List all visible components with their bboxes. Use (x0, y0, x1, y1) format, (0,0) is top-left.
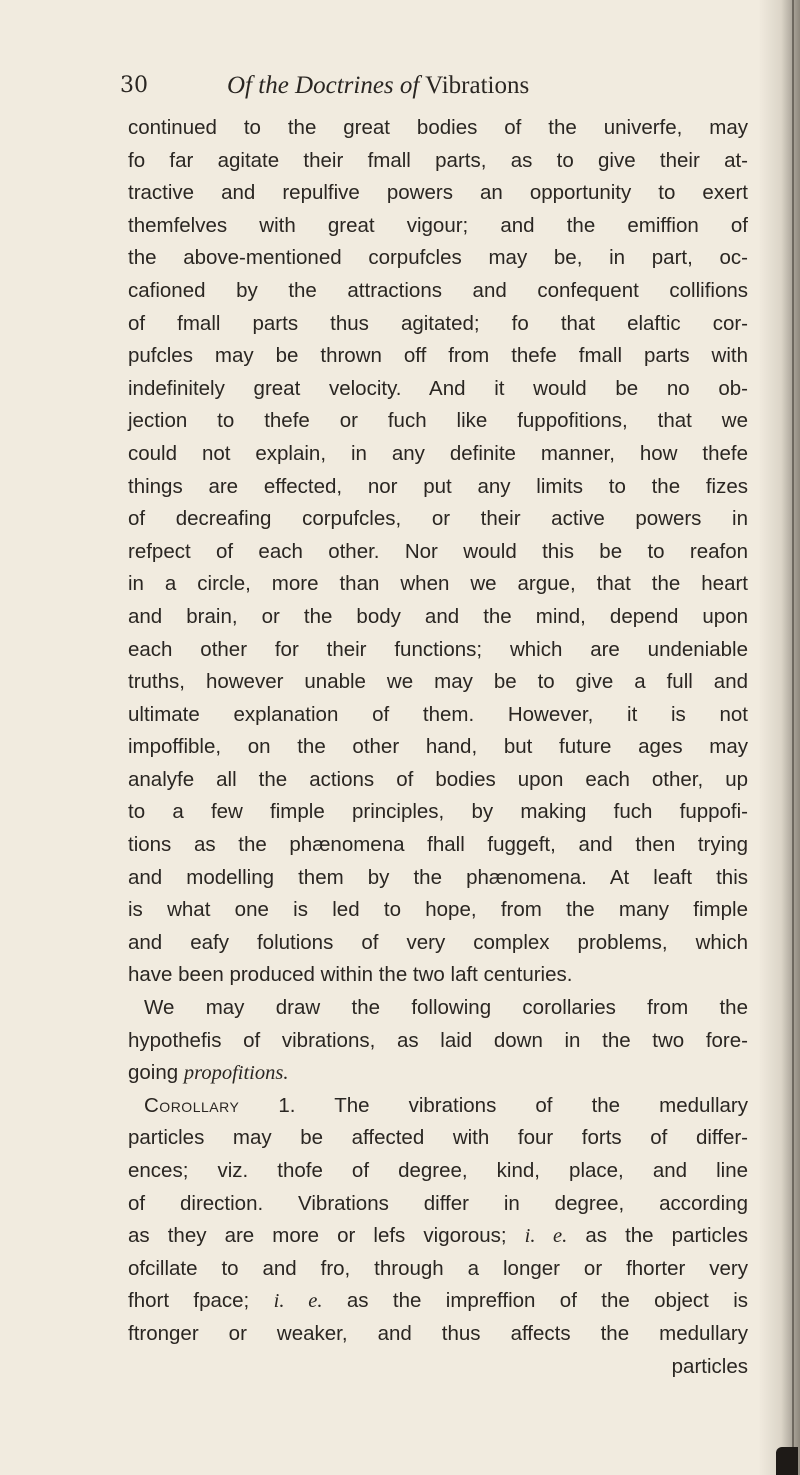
text-line: tions as the phænomena fhall fuggeft, and then trying (128, 833, 748, 857)
text-line: truths, however unable we may be to give a full and (128, 670, 748, 694)
corollary-label: Corollary (144, 1093, 240, 1117)
running-header (120, 66, 740, 106)
text-line: each other for their functions; which are undeniable (128, 637, 748, 661)
corollary-line-start: fhort fpace; (128, 1289, 250, 1313)
text-line: of decreafing corpufcles, or their active powers in (128, 507, 748, 531)
text-line: pufcles may be thrown off from thefe fmall parts with (128, 344, 748, 368)
ie-abbreviation: i. e. (524, 1225, 568, 1248)
corollary-line (128, 1220, 748, 1253)
text-line: themfelves with great vigour; and the emiffion of (128, 213, 748, 237)
text-line: could not explain, in any definite manner, how thefe (128, 441, 748, 465)
text-line: cafioned by the attractions and confequent collifions (128, 278, 748, 302)
corollary-line: particles may be affected with four forts of differ- (128, 1126, 748, 1150)
para2-propositions: propofitions. (183, 1062, 289, 1085)
text-line: tractive and repulfive powers an opportunity to exert (128, 181, 748, 205)
text-line: fo far agitate their fmall parts, as to give their at- (128, 148, 748, 172)
page-number: 30 (120, 73, 148, 98)
text-line: analyfe all the actions of bodies upon each other, up (128, 767, 748, 791)
corollary-line: ftronger or weaker, and thus affects the medullary (128, 1321, 748, 1345)
text-line: the above-mentioned corpufcles may be, in part, oc- (128, 246, 748, 270)
text-line: impoffible, on the other hand, but future ages may (128, 735, 748, 759)
running-title-italic: Of the Doctrines of (227, 72, 420, 99)
text-line: and modelling them by the phænomena. At leaft this (128, 865, 748, 889)
text-line: and brain, or the body and the mind, depend upon (128, 604, 748, 628)
text-line: to a few fimple principles, by making fuch fuppofi- (128, 800, 748, 824)
corollary-line (128, 1285, 748, 1318)
text-line: in a circle, more than when we argue, that the heart (128, 572, 748, 596)
corollary-heading-line (128, 1090, 748, 1123)
body-text (128, 112, 748, 1383)
text-line: continued to the great bodies of the univerfe, may (128, 116, 748, 139)
text-line: and eafy folutions of very complex problems, which (128, 930, 748, 954)
text-line: ultimate explanation of them. However, it is not (128, 702, 748, 726)
corollary-line-end: as the particles (585, 1224, 749, 1248)
paragraph-2-line: hypothefis of vibrations, as laid down in the two fore- (128, 1028, 748, 1052)
text-line: jection to thefe or fuch like fuppofitions, that we (128, 409, 748, 433)
text-line: things are effected, nor put any limits to the fizes (128, 474, 748, 498)
text-line: of fmall parts thus agitated; fo that elaftic cor- (128, 311, 748, 335)
text-line: indefinitely great velocity. And it would be no ob- (128, 376, 748, 400)
catchword: particles (671, 1354, 748, 1378)
corollary-line-end: as the impreffion of the object is (346, 1289, 749, 1313)
ie-abbreviation: i. e. (273, 1290, 323, 1313)
para2-going: going (128, 1061, 179, 1085)
running-title-roman: Vibrations (425, 72, 530, 99)
text-line: refpect of each other. Nor would this be to reafon (128, 539, 748, 563)
paragraph-2-line: We may draw the following corollaries from the (144, 996, 748, 1020)
text-line: is what one is led to hope, from the many fimple (128, 898, 748, 922)
corollary-line-start: as they are more or lefs vigorous; (128, 1224, 507, 1248)
corollary-line: ences; viz. thofe of degree, kind, place, and line (128, 1159, 748, 1182)
corollary-number: 1. (278, 1093, 296, 1117)
text-line: have been produced within the two laft centuries. (128, 963, 573, 987)
corollary-line: ofcillate to and fro, through a longer or fhorter very (128, 1256, 748, 1280)
corollary-line: of direction. Vibrations differ in degree, according (128, 1191, 748, 1215)
corollary-line1-text: The vibrations of the medullary (334, 1093, 748, 1117)
page-edge (792, 0, 794, 1475)
corner-ink-blot (776, 1447, 798, 1475)
paragraph-2-line (128, 1057, 748, 1090)
running-title (227, 66, 529, 106)
